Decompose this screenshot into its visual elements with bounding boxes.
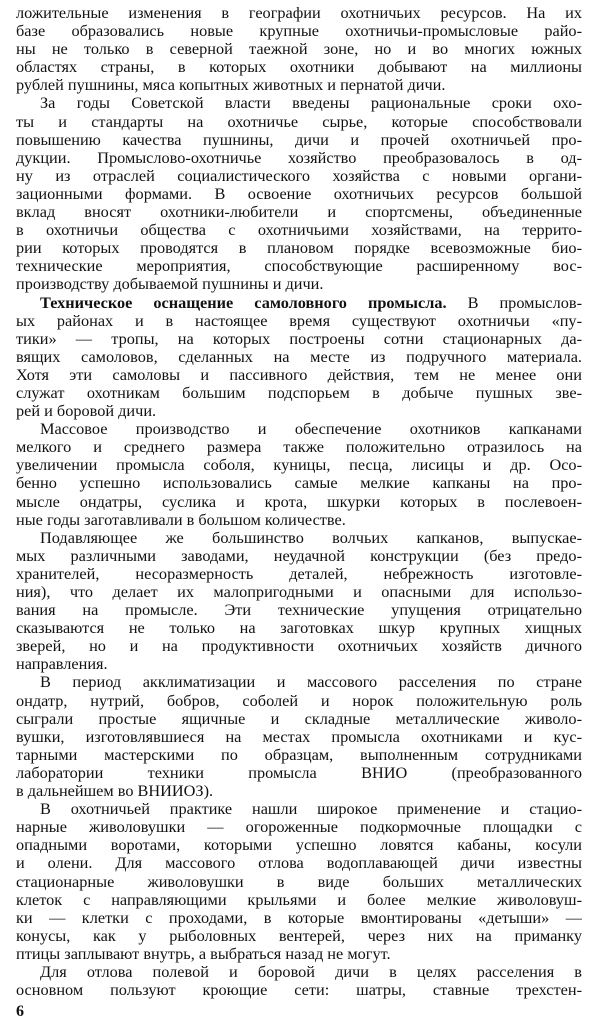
text-line: ты и стандарты на охотничье сырье, которые способствовали (16, 112, 582, 131)
text-line: Подавляющее же большинство волчьих капканов, выпускае- (40, 528, 582, 547)
text-column (16, 4, 582, 999)
text-line: конусы, как у рыболовных вентерей, через них на приманку (16, 926, 582, 945)
text-line: дукции. Промыслово-охотничье хозяйство преобразовалось в од- (16, 148, 582, 167)
text-line: опадными воротами, которыми успешно ловятся кабаны, косули (16, 836, 582, 855)
text-line: Массовое производство и обеспечение охотников капканами (40, 420, 582, 439)
text-line: сказываются не только на заготовках шкур крупных хищных (16, 619, 582, 638)
text-line: Для отлова полевой и боровой дичи в целях расселения в (40, 962, 582, 981)
text-line: сыграли простые ящичные и складные металлические живоло- (16, 709, 582, 728)
section-heading: Техническое оснащение самоловного промысла. (40, 293, 447, 312)
text-line: вклад вносят охотники-любители и спортсмены, объединенные (16, 203, 582, 222)
text-line: ондатр, нутрий, бобров, соболей и норок положительную роль (16, 691, 582, 710)
paragraph (16, 800, 582, 963)
text-line: мысле ондатры, суслика и крота, шкурки которых в послевоен- (16, 492, 582, 511)
text-line: нарные живоловушки — огороженные подкормочные площадки с (16, 818, 582, 837)
text-line: ния), что делает их малопригодными и опасными для использо- (16, 583, 582, 601)
text-line: в дальнейшем во ВНИИОЗ). (16, 782, 214, 801)
text-line: ложительные изменения в географии охотничьих ресурсов. На их (16, 4, 582, 22)
text-line: клеток с направляющими крыльями и более мелкие живоловуш- (16, 890, 582, 909)
text-line: служат охотникам большим подспорьем в добыче пушных зве- (16, 383, 582, 402)
paragraph (16, 94, 582, 293)
text-line: зационными формами. В освоение охотничьих ресурсов большой (16, 184, 582, 203)
text-line: основном пользуют кроющие сети: шатры, ставные трехстен- (16, 981, 582, 1000)
text-line: ны не только в северной таежной зоне, но и во многих южных (16, 40, 582, 59)
heading-line-continuation: В промыслов- (446, 293, 582, 312)
text-line: вушки, изготовлявшиеся на местах промысла охотниками и кус- (16, 727, 582, 746)
text-line: и олени. Для массового отлова водоплавающей дичи известны (16, 854, 582, 873)
text-line: ки — клетки с проходами, в которые вмонтированы «детыши» — (16, 908, 582, 927)
text-line: В охотничьей практике нашли широкое применение и стацио- (40, 800, 582, 819)
text-line: рублей пушнины, мяса копытных животных и пернатой дичи. (16, 76, 446, 95)
text-line: бенно успешно использовались самые мелкие капканы на про- (16, 474, 582, 493)
text-line: вящих самоловов, сделанных на месте из подручного материала. (16, 347, 582, 366)
text-line: областях страны, в которых охотники добывают на миллионы (16, 58, 582, 77)
text-line: производству добываемой пушнины и дичи. (16, 275, 324, 294)
text-line: зверей, но и на продуктивности охотничьих хозяйств дичного (16, 637, 582, 656)
text-line: тики» — тропы, на которых построены сотни стационарных да- (16, 329, 582, 348)
text-line: рей и боровой дичи. (16, 402, 157, 421)
text-line: лаборатории техники промысла ВНИО (преобразованного (16, 763, 582, 782)
text-line: базе образовались новые крупные охотничьи-промысловые райо- (16, 22, 582, 41)
text-line: Хотя эти самоловы и пассивного действия, тем не менее они (16, 365, 582, 384)
text-line: птицы заплывают внутрь, а выбраться назад не могут. (16, 944, 391, 963)
text-line: ные годы заготавливали в большом количестве. (16, 510, 346, 529)
text-line: в охотничьи общества с охотничьими хозяйствами, на террито- (16, 221, 582, 240)
text-line: стационарные живоловушки в виде больших металлических (16, 872, 582, 891)
text-line: хранителей, несоразмерность деталей, небрежность изготовле- (16, 564, 582, 583)
text-line: направления. (16, 655, 108, 674)
page-number: 6 (16, 1003, 24, 1020)
text-line: вания на промысле. Эти технические упущения отрицательно (16, 601, 582, 620)
text-line: За годы Советской власти введены рациональные сроки охо- (40, 94, 582, 113)
paragraph (16, 420, 582, 529)
text-line: увеличении промысла соболя, куницы, песца, лисицы и др. Осо- (16, 456, 582, 475)
paragraph (16, 4, 582, 94)
text-line: мых различными заводами, неудачной конструкции (без предо- (16, 546, 582, 565)
text-line: ну из отраслей социалистического хозяйства с новыми органи- (16, 166, 582, 185)
text-line: В период акклиматизации и массового расселения по стране (40, 673, 582, 692)
paragraph (16, 294, 582, 421)
paragraph (16, 963, 582, 999)
text-line: повышению качества пушнины, дичи и прочей охотничьей про- (16, 130, 582, 149)
text-line: ых районах и в настоящее время существуют охотничьи «пу- (16, 311, 582, 330)
text-line: технические мероприятия, способствующие расширенному вос- (16, 257, 582, 276)
text-line: рии которых проводятся в плановом порядке всевозможные био- (16, 239, 582, 258)
paragraph (16, 673, 582, 800)
text-line: мелкого и среднего размера также положительно отразилось на (16, 438, 582, 457)
paragraph (16, 529, 582, 674)
text-line (16, 294, 582, 312)
text-line: тарными мастерскими по образцам, выполненным сотрудниками (16, 745, 582, 764)
